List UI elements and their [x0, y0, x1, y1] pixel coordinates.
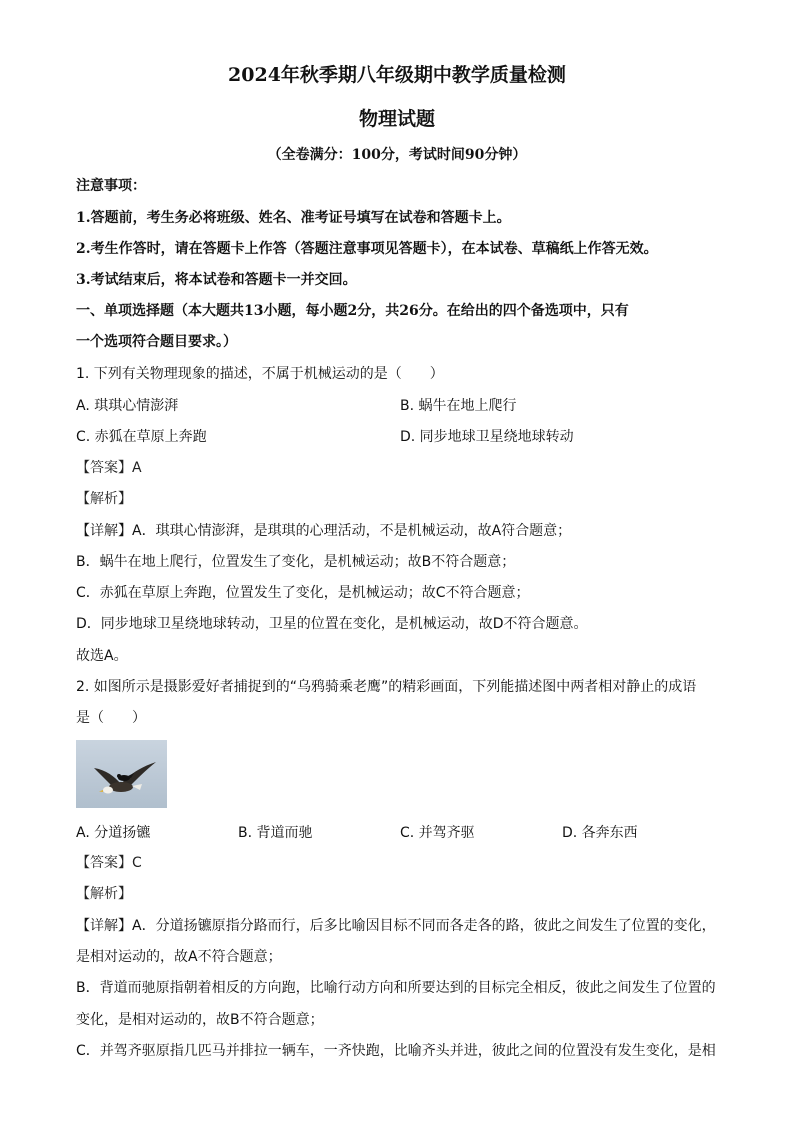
question-1-option-b: B. 蜗牛在地上爬行 — [400, 398, 517, 414]
exam-info: （全卷满分：100分，考试时间90分钟） — [267, 147, 527, 163]
question-1-option-d: D. 同步地球卫星绕地球转动 — [400, 429, 574, 445]
question-2-option-a: A. 分道扬镳 — [76, 825, 151, 841]
question-1-detail-4: D．同步地球卫星绕地球转动，卫星的位置在变化，是机械运动，故D不符合题意。 — [76, 616, 588, 632]
subject-title: 物理试题 — [358, 108, 435, 130]
notice-item-3: 3.考试结束后，将本试卷和答题卡一并交回。 — [76, 272, 357, 288]
question-2-option-d: D. 各奔东西 — [562, 825, 638, 841]
question-1-analysis-label: 【解析】 — [76, 491, 132, 507]
question-1-stem: 1. 下列有关物理现象的描述，不属于机械运动的是（ ） — [76, 366, 444, 382]
question-2-detail-4: 变化，是相对运动的，故B不符合题意； — [76, 1012, 324, 1028]
notice-item-1: 1.答题前，考生务必将班级、姓名、准考证号填写在试卷和答题卡上。 — [76, 210, 511, 226]
notice-heading: 注意事项： — [76, 178, 146, 194]
section-heading-line-1: 一、单项选择题（本大题共13小题，每小题2分，共26分。在给出的四个备选项中，只有 — [76, 303, 629, 319]
question-1-detail-3: C．赤狐在草原上奔跑，位置发生了变化，是机械运动；故C不符合题意； — [76, 585, 530, 601]
crow-riding-eagle-photo — [76, 740, 167, 808]
question-1-answer: 【答案】A — [76, 460, 142, 476]
question-2-answer: 【答案】C — [76, 855, 142, 871]
question-2-detail-1: 【详解】A．分道扬镳原指分路而行，后多比喻因目标不同而各走各的路，彼此之间发生了位置的变化， — [76, 918, 716, 934]
notice-item-2: 2.考生作答时，请在答题卡上作答（答题注意事项见答题卡），在本试卷、草稿纸上作答无效。 — [76, 241, 658, 257]
question-2-detail-2: 是相对运动的，故A不符合题意； — [76, 949, 282, 965]
question-2-analysis-label: 【解析】 — [76, 886, 132, 902]
question-1-conclusion: 故选A。 — [76, 648, 128, 664]
question-1-detail-1: 【详解】A．琪琪心情澎湃，是琪琪的心理活动，不是机械运动，故A符合题意； — [76, 523, 572, 539]
question-1-option-c: C. 赤狐在草原上奔跑 — [76, 429, 207, 445]
question-1-detail-2: B．蜗牛在地上爬行，位置发生了变化，是机械运动；故B不符合题意； — [76, 554, 516, 570]
question-2-detail-3: B．背道而驰原指朝着相反的方向跑，比喻行动方向和所要达到的目标完全相反，彼此之间发生了位置的 — [76, 980, 716, 996]
question-1-option-a: A. 琪琪心情澎湃 — [76, 398, 179, 414]
question-2-stem-line-1: 2. 如图所示是摄影爱好者捕捉到的“乌鸦骑乘老鹰”的精彩画面，下列能描述图中两者相对静止的成语 — [76, 679, 697, 695]
question-2-stem-line-2: 是（ ） — [76, 710, 146, 726]
question-2-option-c: C. 并驾齐驱 — [400, 825, 475, 841]
question-2-option-b: B. 背道而驰 — [238, 825, 313, 841]
exam-title: 2024年秋季期八年级期中教学质量检测 — [228, 64, 566, 86]
section-heading-line-2: 一个选项符合题目要求。） — [76, 334, 237, 350]
question-2-detail-5: C．并驾齐驱原指几匹马并排拉一辆车，一齐快跑，比喻齐头并进，彼此之间的位置没有发生变化，是相 — [76, 1043, 716, 1059]
